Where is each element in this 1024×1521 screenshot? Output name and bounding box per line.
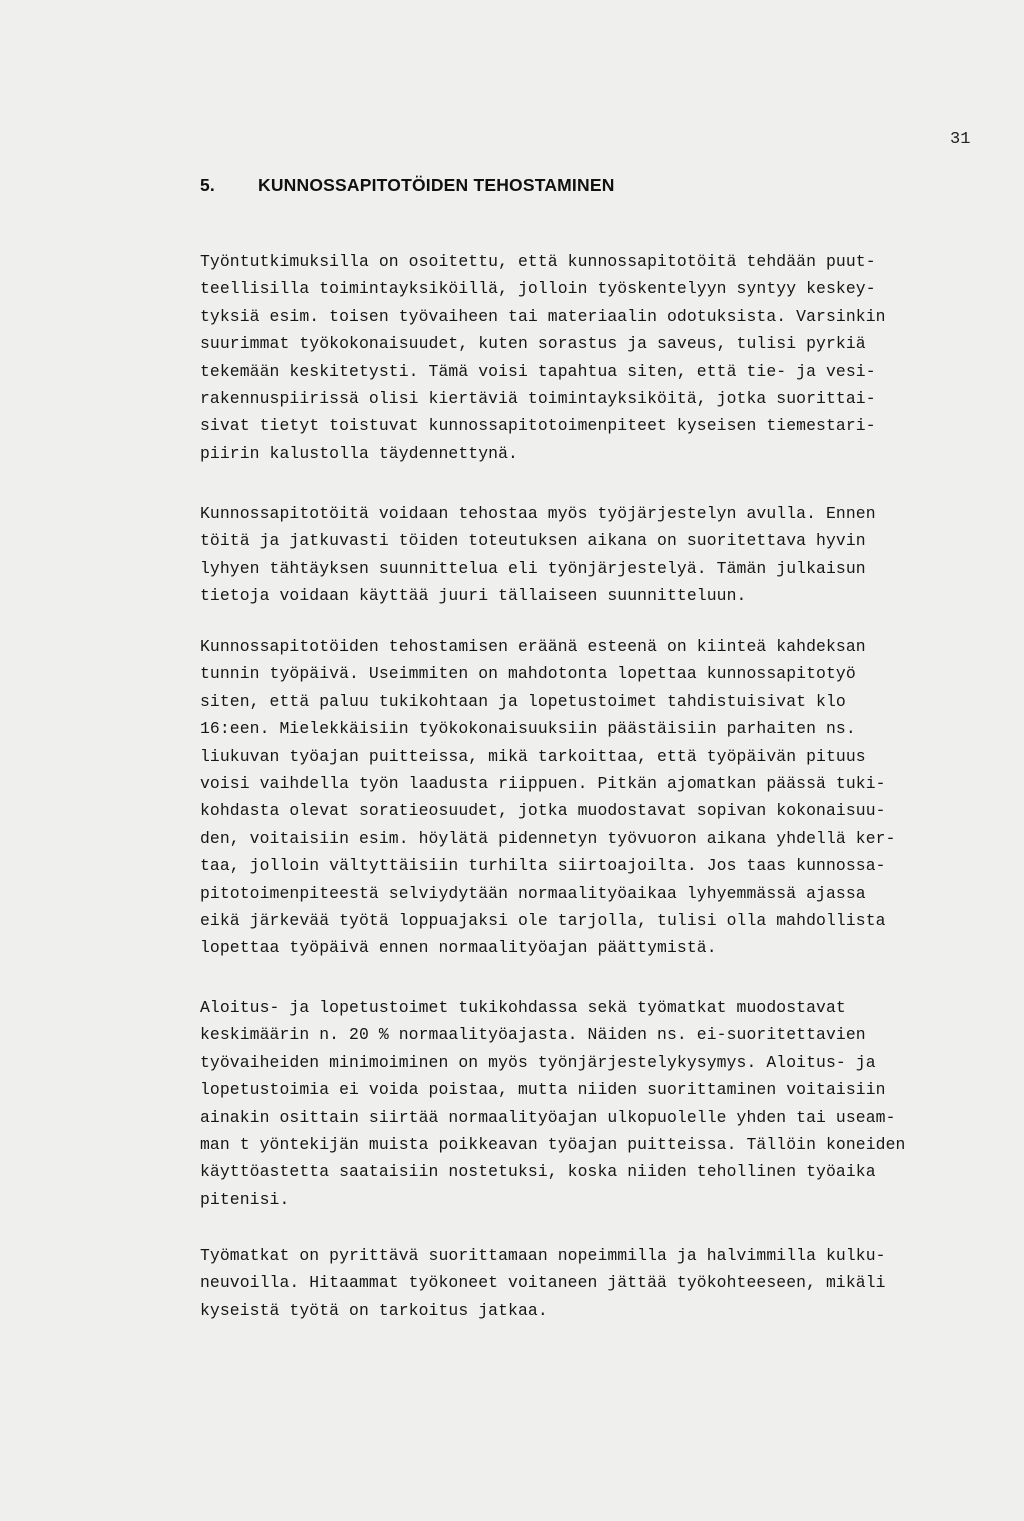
text-line: työvaiheiden minimoiminen on myös työnjärjestelykysymys. Aloitus- ja bbox=[200, 1052, 876, 1072]
text-line: käyttöastetta saataisiin nostetuksi, koska niiden tehollinen työaika bbox=[200, 1162, 876, 1182]
text-line: Työmatkat on pyrittävä suorittamaan nopeimmilla ja halvimmilla kulku- bbox=[200, 1246, 886, 1265]
text-line: taa, jolloin vältyttäisiin turhilta siirtoajoilta. Jos taas kunnossa- bbox=[200, 856, 886, 876]
section-title: KUNNOSSAPITOTÖIDEN TEHOSTAMINEN bbox=[258, 175, 615, 195]
text-line: rakennuspiirissä olisi kiertäviä toimintayksiköitä, jotka suorittai- bbox=[200, 388, 876, 408]
text-line: tunnin työpäivä. Useimmiten on mahdotonta lopettaa kunnossapitotyö bbox=[200, 664, 856, 684]
text-line: ainakin osittain siirtää normaalityöajan ulkopuolelle yhden tai useam- bbox=[200, 1107, 896, 1127]
text-line: man t yöntekijän muista poikkeavan työajan puitteissa. Tällöin koneiden bbox=[200, 1134, 906, 1154]
text-line: tekemään keskitetysti. Tämä voisi tapahtua siten, että tie- ja vesi- bbox=[200, 361, 876, 381]
text-line: siten, että paluu tukikohtaan ja lopetustoimet tahdistuisivat klo bbox=[200, 691, 846, 711]
text-line: kyseistä työtä on tarkoitus jatkaa. bbox=[200, 1300, 548, 1320]
text-line: Kunnossapitotöiden tehostamisen eräänä esteenä on kiinteä kahdeksan bbox=[200, 637, 866, 656]
page-number: 31 bbox=[950, 130, 971, 149]
paragraph-4 bbox=[200, 994, 1000, 1213]
section-number: 5. bbox=[200, 175, 215, 195]
paragraph-3 bbox=[200, 633, 1000, 962]
text-line: sivat tietyt toistuvat kunnossapitotoimenpiteet kyseisen tiemestari- bbox=[200, 416, 876, 436]
text-line: Työntutkimuksilla on osoitettu, että kunnossapitotöitä tehdään puut- bbox=[200, 252, 876, 271]
text-line: lopettaa työpäivä ennen normaalityöajan päättymistä. bbox=[200, 938, 717, 958]
text-line: den, voitaisiin esim. höylätä pidennetyn työvuoron aikana yhdellä ker- bbox=[200, 828, 896, 848]
text-line: tietoja voidaan käyttää juuri tällaiseen suunnitteluun. bbox=[200, 586, 747, 606]
paragraph-1 bbox=[200, 248, 1000, 467]
text-line: lopetustoimia ei voida poistaa, mutta niiden suorittaminen voitaisiin bbox=[200, 1080, 886, 1100]
text-line: liukuvan työajan puitteissa, mikä tarkoittaa, että työpäivän pituus bbox=[200, 746, 866, 766]
text-line: neuvoilla. Hitaammat työkoneet voitaneen jättää työkohteeseen, mikäli bbox=[200, 1273, 886, 1293]
text-line: Aloitus- ja lopetustoimet tukikohdassa sekä työmatkat muodostavat bbox=[200, 998, 846, 1017]
text-line: suurimmat työkokonaisuudet, kuten sorastus ja saveus, tulisi pyrkiä bbox=[200, 334, 866, 354]
text-line: pitotoimenpiteestä selviydytään normaalityöaikaa lyhyemmässä ajassa bbox=[200, 883, 866, 903]
text-line: keskimäärin n. 20 % normaalityöajasta. Näiden ns. ei-suoritettavien bbox=[200, 1025, 866, 1045]
text-line: eikä järkevää työtä loppuajaksi ole tarjolla, tulisi olla mahdollista bbox=[200, 910, 886, 930]
text-line: tyksiä esim. toisen työvaiheen tai materiaalin odotuksista. Varsinkin bbox=[200, 306, 886, 326]
text-line: teellisilla toimintayksiköillä, jolloin työskentelyyn syntyy keskey- bbox=[200, 279, 876, 299]
text-line: töitä ja jatkuvasti töiden toteutuksen aikana on suoritettava hyvin bbox=[200, 531, 866, 551]
text-line: kohdasta olevat soratieosuudet, jotka muodostavat sopivan kokonaisuu- bbox=[200, 801, 886, 821]
text-line: voisi vaihdella työn laadusta riippuen. Pitkän ajomatkan päässä tuki- bbox=[200, 773, 886, 793]
text-line: Kunnossapitotöitä voidaan tehostaa myös työjärjestelyn avulla. Ennen bbox=[200, 504, 876, 523]
text-line: 16:een. Mielekkäisiin työkokonaisuuksiin päästäisiin parhaiten ns. bbox=[200, 719, 856, 739]
text-line: pitenisi. bbox=[200, 1189, 290, 1209]
text-line: piirin kalustolla täydennettynä. bbox=[200, 443, 518, 463]
paragraph-2 bbox=[200, 500, 1000, 610]
paragraph-5 bbox=[200, 1242, 1000, 1324]
section-heading bbox=[200, 175, 615, 196]
text-line: lyhyen tähtäyksen suunnittelua eli työnjärjestelyä. Tämän julkaisun bbox=[200, 558, 866, 578]
